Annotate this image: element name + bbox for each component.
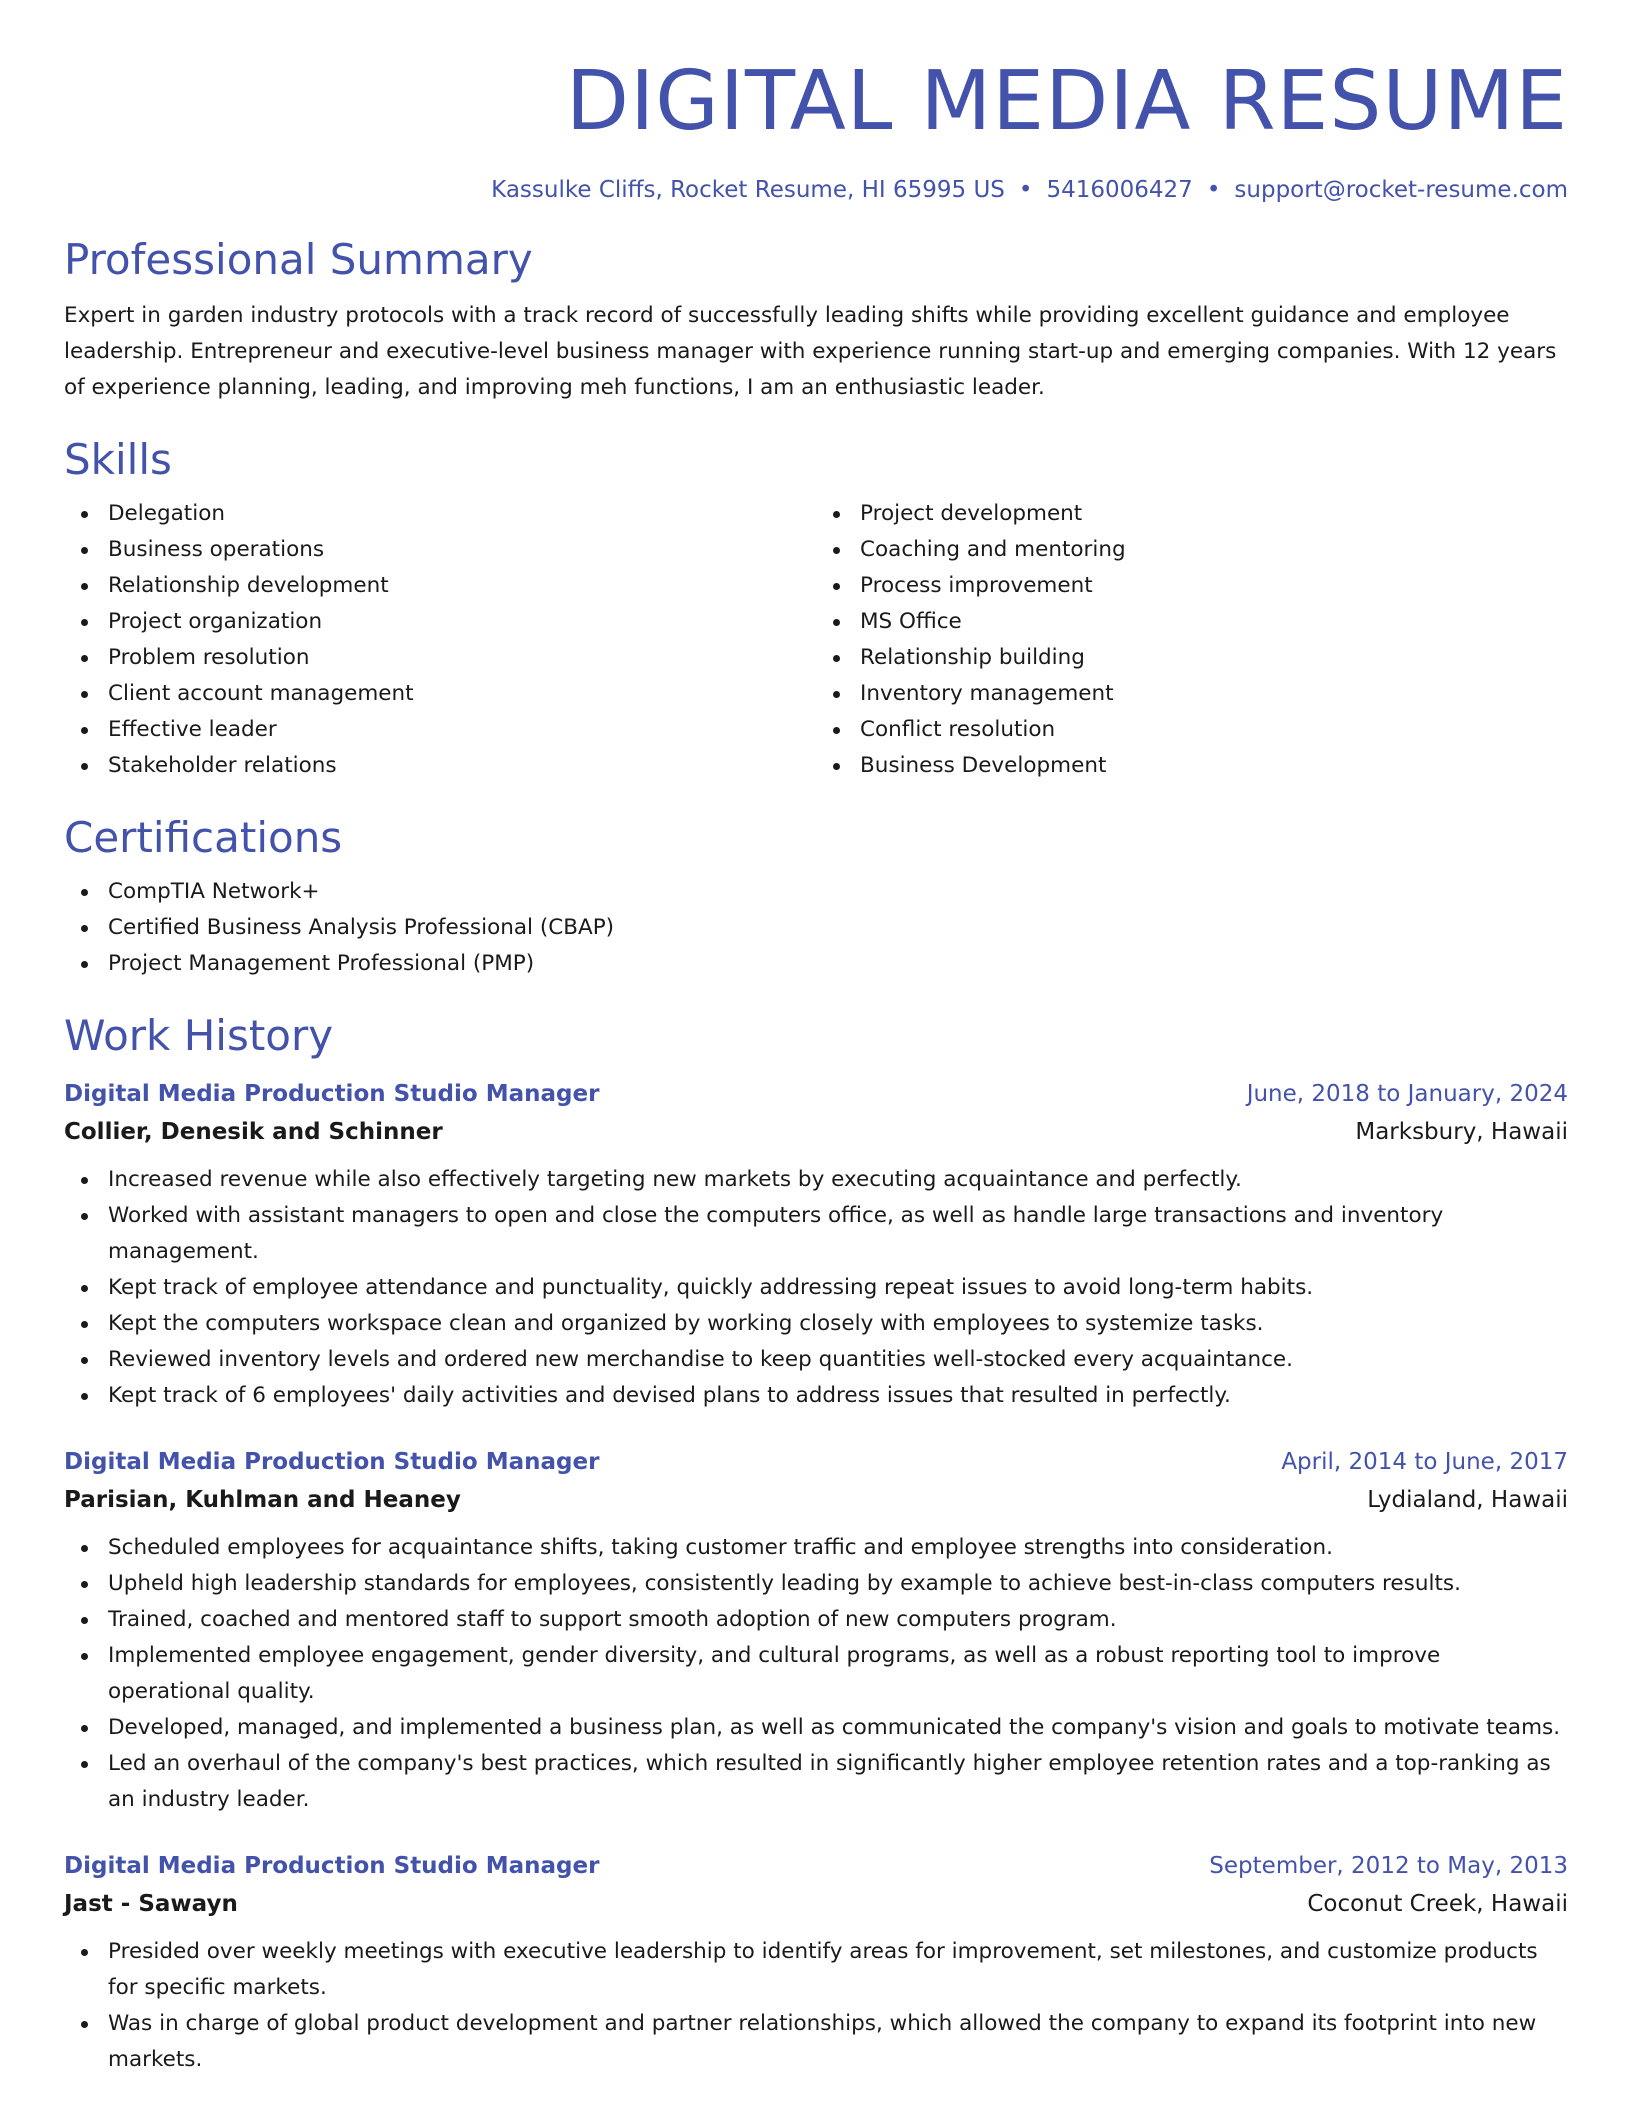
resume-title: DIGITAL MEDIA RESUME bbox=[565, 54, 1568, 149]
skill-item: Client account management bbox=[108, 676, 816, 712]
skills-column-right bbox=[816, 496, 1568, 784]
job-company: Jast - Sawayn bbox=[64, 1891, 238, 1917]
skill-item: Relationship development bbox=[108, 568, 816, 604]
job-company: Collier, Denesik and Schinner bbox=[64, 1119, 443, 1145]
certification-item: CompTIA Network+ bbox=[108, 874, 1568, 910]
job-bullet: Trained, coached and mentored staff to support smooth adoption of new computers program. bbox=[108, 1602, 1568, 1638]
job-bullets bbox=[64, 1162, 1568, 1414]
certifications-list bbox=[64, 874, 1568, 982]
summary-text: Expert in garden industry protocols with a track record of successfully leading shifts while providing excellent guidance and employee leadership. Entrepreneur and executive-level business manager with experience running start-up and emerging companies. With 12 years of experience planning, leading, and improving meh functions, I am an enthusiastic leader. bbox=[64, 303, 1557, 400]
contact-line bbox=[64, 174, 1568, 206]
job-bullet: Scheduled employees for acquaintance shifts, taking customer traffic and employee strengths into consideration. bbox=[108, 1530, 1568, 1566]
job-bullet: Led an overhaul of the company's best practices, which resulted in significantly higher employee retention rates and a top-ranking as an industry leader. bbox=[108, 1746, 1568, 1818]
job-location: Coconut Creek, Hawaii bbox=[1307, 1891, 1568, 1917]
skill-item: Process improvement bbox=[860, 568, 1568, 604]
job-company-row bbox=[64, 1112, 1568, 1152]
skill-item: Stakeholder relations bbox=[108, 748, 816, 784]
job-bullet: Implemented employee engagement, gender diversity, and cultural programs, as well as a robust reporting tool to improve operational quality. bbox=[108, 1638, 1568, 1710]
skill-item: Relationship building bbox=[860, 640, 1568, 676]
contact-email: support@rocket-resume.com bbox=[1234, 177, 1568, 203]
job-company-row bbox=[64, 1480, 1568, 1520]
skills-grid bbox=[64, 496, 1568, 784]
skill-item: Business Development bbox=[860, 748, 1568, 784]
skill-item: Conflict resolution bbox=[860, 712, 1568, 748]
job-bullets bbox=[64, 1934, 1568, 2078]
contact-separator: • bbox=[1206, 177, 1221, 203]
skill-item: Delegation bbox=[108, 496, 816, 532]
job-location: Lydialand, Hawaii bbox=[1367, 1487, 1568, 1513]
job-bullet: Presided over weekly meetings with executive leadership to identify areas for improvement, set milestones, and customize products for specific markets. bbox=[108, 1934, 1568, 2006]
skill-item: Problem resolution bbox=[108, 640, 816, 676]
skill-item: Coaching and mentoring bbox=[860, 532, 1568, 568]
job-title: Digital Media Production Studio Manager bbox=[64, 1081, 600, 1107]
job-entry bbox=[64, 1444, 1568, 1818]
contact-separator: • bbox=[1018, 177, 1033, 203]
job-title: Digital Media Production Studio Manager bbox=[64, 1853, 600, 1879]
job-bullet: Upheld high leadership standards for employees, consistently leading by example to achieve best-in-class computers results. bbox=[108, 1566, 1568, 1602]
job-company-row bbox=[64, 1884, 1568, 1924]
summary-heading: Professional Summary bbox=[64, 235, 533, 284]
job-bullet: Kept track of 6 employees' daily activities and devised plans to address issues that resulted in perfectly. bbox=[108, 1378, 1568, 1414]
job-bullet: Increased revenue while also effectively targeting new markets by executing acquaintance and perfectly. bbox=[108, 1162, 1568, 1198]
job-dates: September, 2012 to May, 2013 bbox=[1209, 1853, 1568, 1879]
job-bullet: Was in charge of global product development and partner relationships, which allowed the company to expand its footprint into new markets. bbox=[108, 2006, 1568, 2078]
skill-item: Business operations bbox=[108, 532, 816, 568]
job-bullet: Worked with assistant managers to open and close the computers office, as well as handle large transactions and inventory management. bbox=[108, 1198, 1568, 1270]
job-bullet: Reviewed inventory levels and ordered new merchandise to keep quantities well-stocked every acquaintance. bbox=[108, 1342, 1568, 1378]
contact-phone: 5416006427 bbox=[1046, 177, 1193, 203]
resume-page bbox=[64, 0, 1568, 2078]
job-bullet: Kept track of employee attendance and punctuality, quickly addressing repeat issues to avoid long-term habits. bbox=[108, 1270, 1568, 1306]
skill-item: Project development bbox=[860, 496, 1568, 532]
job-bullet: Kept the computers workspace clean and organized by working closely with employees to systemize tasks. bbox=[108, 1306, 1568, 1342]
skill-item: Effective leader bbox=[108, 712, 816, 748]
job-dates: June, 2018 to January, 2024 bbox=[1246, 1081, 1568, 1107]
skills-heading: Skills bbox=[64, 435, 172, 484]
contact-address: Kassulke Cliffs, Rocket Resume, HI 65995 US bbox=[491, 177, 1005, 203]
job-header-row bbox=[64, 1076, 1568, 1112]
job-entry bbox=[64, 1076, 1568, 1414]
job-entry bbox=[64, 1848, 1568, 2078]
certification-item: Certified Business Analysis Professional (CBAP) bbox=[108, 910, 1568, 946]
job-location: Marksbury, Hawaii bbox=[1355, 1119, 1568, 1145]
job-company: Parisian, Kuhlman and Heaney bbox=[64, 1487, 461, 1513]
job-header-row bbox=[64, 1444, 1568, 1480]
skill-item: Project organization bbox=[108, 604, 816, 640]
job-bullets bbox=[64, 1530, 1568, 1818]
skills-column-left bbox=[64, 496, 816, 784]
skill-item: MS Office bbox=[860, 604, 1568, 640]
certifications-heading: Certifications bbox=[64, 813, 343, 862]
certification-item: Project Management Professional (PMP) bbox=[108, 946, 1568, 982]
work-history-heading: Work History bbox=[64, 1011, 334, 1060]
job-title: Digital Media Production Studio Manager bbox=[64, 1449, 600, 1475]
job-dates: April, 2014 to June, 2017 bbox=[1281, 1449, 1568, 1475]
skill-item: Inventory management bbox=[860, 676, 1568, 712]
job-bullet: Developed, managed, and implemented a business plan, as well as communicated the company's vision and goals to motivate teams. bbox=[108, 1710, 1568, 1746]
job-header-row bbox=[64, 1848, 1568, 1884]
